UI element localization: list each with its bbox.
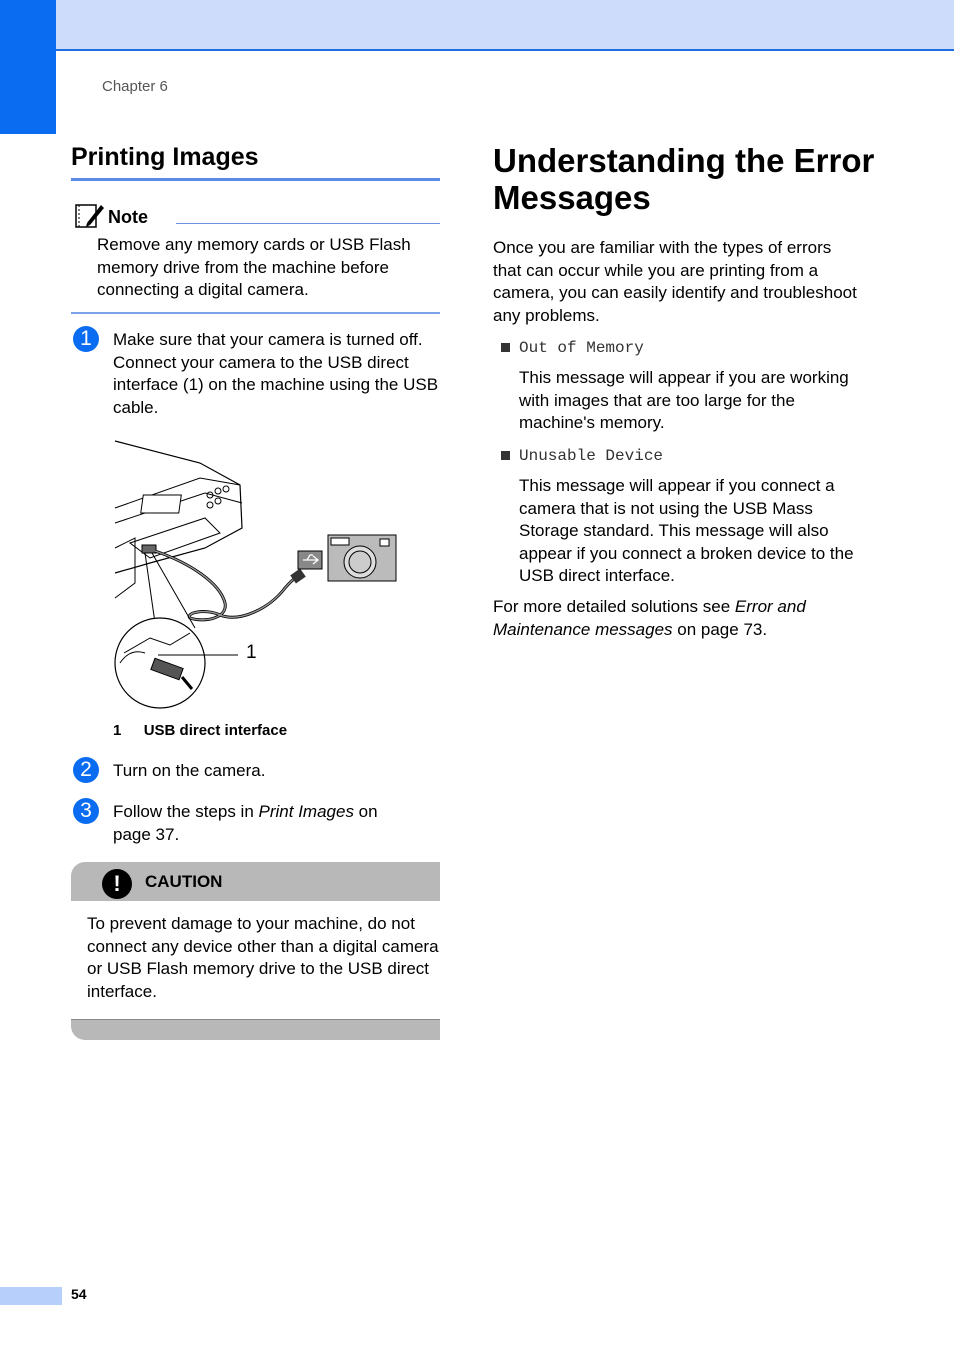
header-band — [56, 0, 954, 51]
footer-tab — [0, 1287, 62, 1305]
step-text: Make sure that your camera is turned off. Connect your camera to the USB direct interface (1) on the machine using the USB cable. — [113, 330, 439, 417]
more-info-paragraph — [493, 596, 863, 641]
page-number: 54 — [71, 1286, 87, 1302]
usb-connection-illustration — [110, 433, 405, 718]
step-number: 3 — [73, 798, 99, 824]
error-code: Out of Memory — [519, 339, 644, 357]
caution-title: CAUTION — [145, 872, 223, 891]
more-info-text: For more detailed solutions see — [493, 597, 735, 616]
step-number: 1 — [73, 326, 99, 352]
step-text-part: Follow the steps in — [113, 802, 259, 821]
step-text-part: on page 37. — [113, 802, 378, 844]
note-title: Note — [108, 207, 148, 227]
bullet-icon — [501, 451, 510, 460]
page-title: Understanding the Error Messages — [493, 142, 875, 216]
note-rule — [176, 223, 440, 224]
note-icon — [75, 201, 105, 234]
step-text — [113, 801, 383, 846]
step-number: 2 — [73, 757, 99, 783]
error-description: This message will appear if you are working with images that are too large for the machine's memory. — [519, 368, 849, 432]
error-messages-link[interactable]: Error and Maintenance messages — [493, 597, 806, 639]
caption-number: 1 — [113, 722, 122, 739]
bullet-icon — [501, 343, 510, 352]
caution-text: To prevent damage to your machine, do not connect any device other than a digital camera or USB Flash memory drive to the USB direct interface. — [87, 914, 439, 1001]
section-title-rule — [71, 178, 440, 181]
step-text: Turn on the camera. — [113, 761, 266, 780]
caution-footer — [71, 1019, 440, 1040]
intro-paragraph: Once you are familiar with the types of errors that can occur while you are printing from a camera, you can easily identify and troubleshoot any problems. — [493, 238, 857, 325]
note-text: Remove any memory cards or USB Flash memory drive from the machine before connecting a digital camera. — [97, 235, 411, 299]
error-description: This message will appear if you connect a camera that is not using the USB Mass Storage standard. This message will also appear if you connect a broken device to the USB direct interface. — [519, 476, 854, 585]
caption-text: USB direct interface — [143, 722, 288, 739]
more-info-text: on page 73. — [672, 619, 768, 639]
print-images-link[interactable]: Print Images — [258, 802, 354, 821]
chapter-label: Chapter 6 — [102, 78, 168, 95]
error-code: Unusable Device — [519, 447, 664, 465]
exclamation-icon: ! — [102, 869, 132, 899]
section-title: Printing Images — [71, 143, 259, 171]
figure-caption — [113, 722, 287, 739]
chapter-tab — [0, 0, 56, 134]
figure-callout: 1 — [246, 642, 257, 663]
note-bottom-rule — [71, 312, 440, 314]
